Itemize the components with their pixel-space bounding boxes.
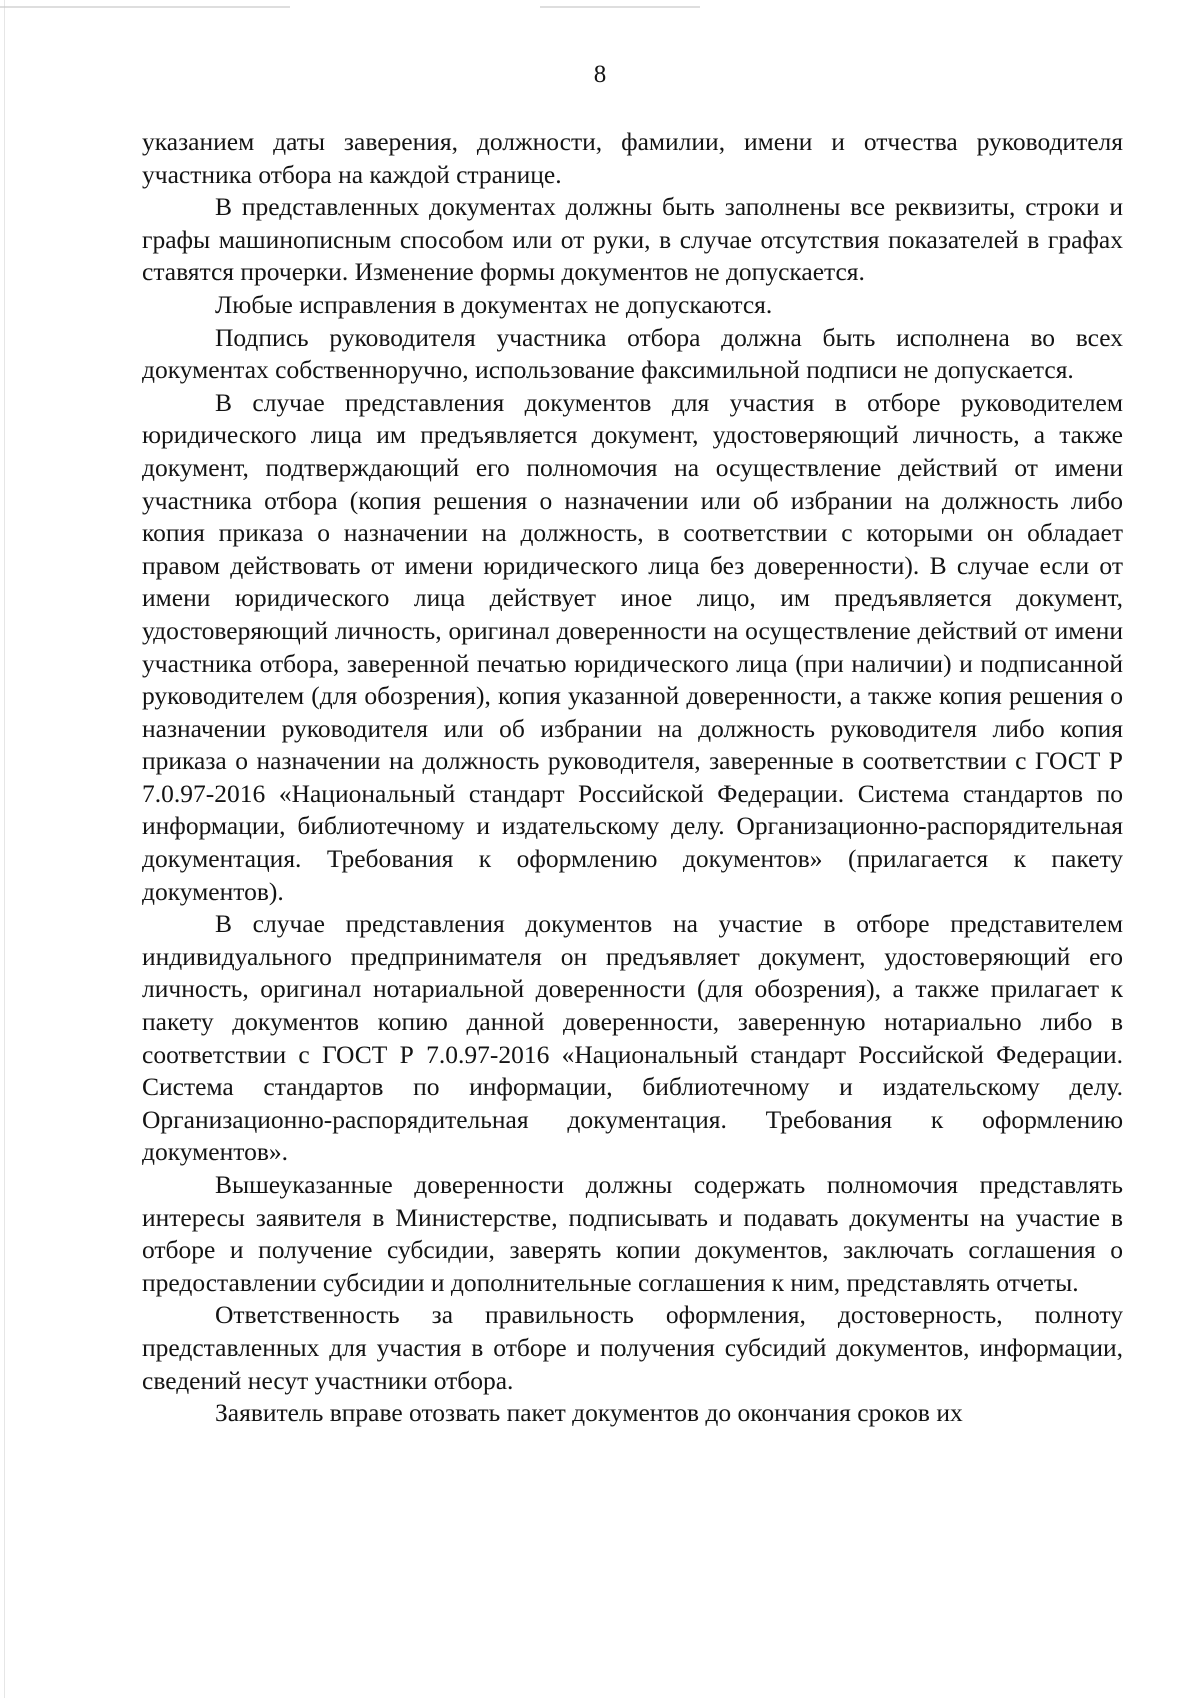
paragraph: Ответственность за правильность оформления, достоверность, полноту представленных для участия в отборе и получения субсидий документов, информации, сведений несут участники отбора. <box>142 1300 1123 1395</box>
paragraph: Любые исправления в документах не допускаются. <box>215 289 773 319</box>
paragraph: В случае представления документов на участие в отборе представителем индивидуального предпринимателя он предъявляет документ, удостоверяющий его личность, оригинал нотариальной доверенности (для обозрения), а также прилагает к пакету документов копию данной доверенности, заверенную нотариально либо в соответствии с ГОСТ Р 7.0.97-2016 «Национальный стандарт Российской Федерации. Система стандартов по информации, библиотечному и издательскому делу. Организационно-распорядительная документация. Требования к оформлению документов». <box>142 909 1123 1167</box>
paragraph: В случае представления документов для участия в отборе руководителем юридического лица им предъявляется документ, удостоверяющий личность, а также документ, подтверждающий его полномочия на осуществление действий от имени участника отбора (копия решения о назначении или об избрании на должность либо копия приказа о назначении на должность, в соответствии с которыми он обладает правом действовать от имени юридического лица без доверенности). В случае если от имени юридического лица действует иное лицо, им предъявляется документ, удостоверяющий личность, оригинал доверенности на осуществление действий от имени участника отбора, заверенной печатью юридического лица (при наличии) и подписанной руководителем (для обозрения), копия указанной доверенности, а также копия решения о назначении руководителя или об избрании на должность руководителя либо копия приказа о назначении на должность руководителя, заверенные в соответствии с ГОСТ Р 7.0.97-2016 «Национальный стандарт Российской Федерации. Система стандартов по информации, библиотечному и издательскому делу. Организационно-распорядительная документация. Требования к оформлению документов» (прилагается к пакету документов). <box>142 387 1123 906</box>
paragraph: Заявитель вправе отозвать пакет документов до окончания сроков их <box>215 1398 963 1428</box>
paragraph: Вышеуказанные доверенности должны содержать полномочия представлять интересы заявителя в Министерстве, подписывать и подавать документы на участие в отборе и получение субсидии, заверять копии документов, заключать соглашения о предоставлении субсидии и дополнительные соглашения к ним, представлять отчеты. <box>142 1170 1123 1297</box>
paragraph: В представленных документах должны быть заполнены все реквизиты, строки и графы машинописным способом или от руки, в случае отсутствия показателей в графах ставятся прочерки. Изменение формы документов не допускается. <box>142 192 1123 287</box>
scan-artifact <box>0 6 290 8</box>
page-number: 8 <box>593 61 607 88</box>
scan-edge <box>4 0 5 1698</box>
scan-artifact <box>540 6 700 8</box>
document-body <box>142 126 1123 1430</box>
paragraph: указанием даты заверения, должности, фамилии, имени и отчества руководителя участника отбора на каждой странице. <box>142 127 1123 189</box>
paragraph: Подпись руководителя участника отбора должна быть исполнена во всех документах собственноручно, использование факсимильной подписи не допускается. <box>142 322 1123 385</box>
